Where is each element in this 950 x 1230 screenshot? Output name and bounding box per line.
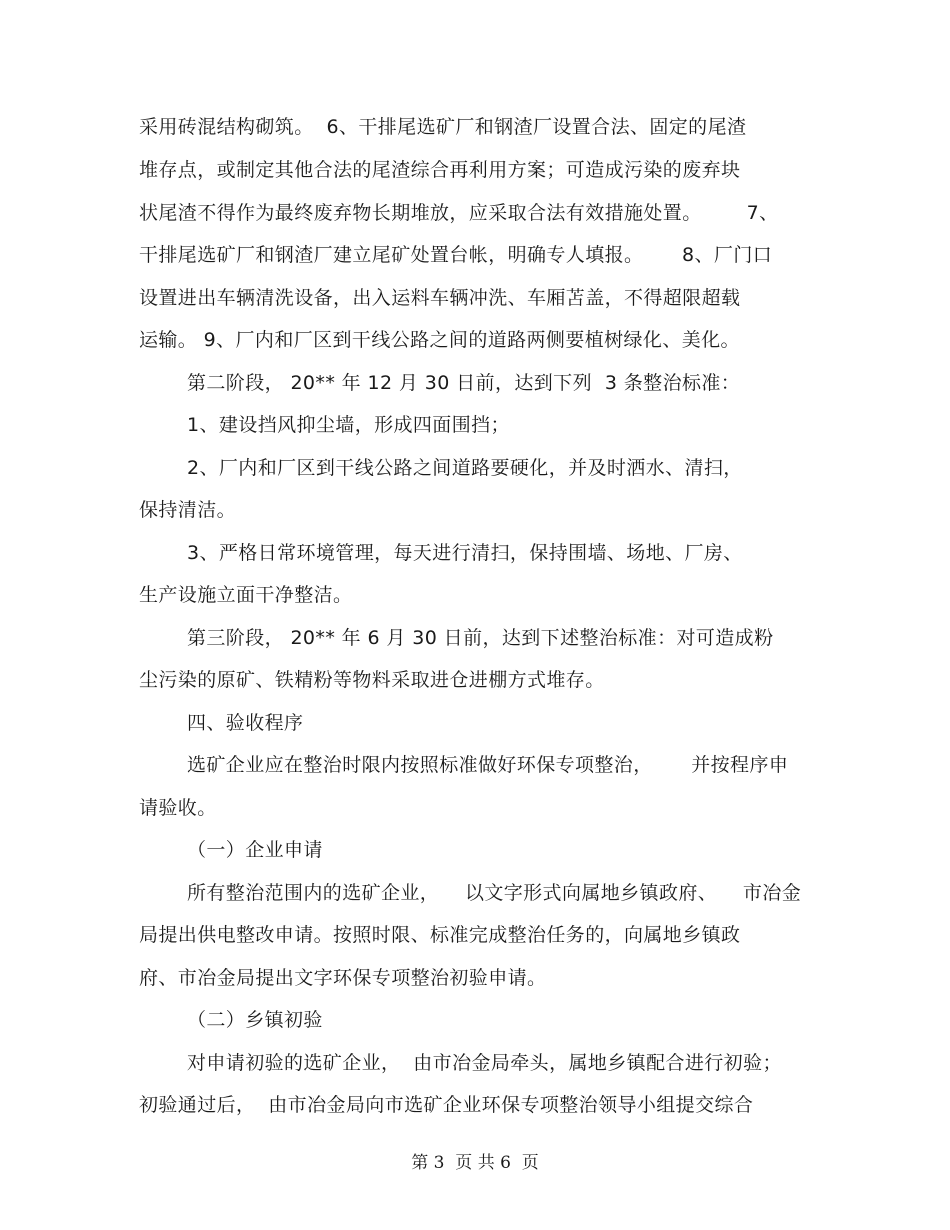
- page-number-footer: 第 3 页 共 6 页: [411, 1153, 539, 1173]
- paragraph-line: 局提出供电整改申请。按照时限、标准完成整治任务的，向属地乡镇政: [139, 924, 741, 946]
- paragraph-line: 选矿企业应在整治时限内按照标准做好环保专项整治， 并按程序申: [187, 754, 789, 776]
- paragraph-line: 府、市冶金局提出文字环保专项整治初验申请。: [139, 967, 547, 989]
- paragraph-line: 初验通过后， 由市冶金局向市选矿企业环保专项整治领导小组提交综合: [139, 1094, 754, 1116]
- paragraph-line: 保持清洁。: [139, 499, 237, 521]
- paragraph-line: 状尾渣不得作为最终废弃物长期堆放，应采取合法有效措施处置。 7、: [139, 202, 779, 224]
- section-heading: 四、验收程序: [187, 712, 304, 734]
- paragraph-line: 第三阶段， 20** 年 6 月 30 日前，达到下述整治标准：对可造成粉: [187, 627, 774, 649]
- paragraph-line: 生产设施立面干净整洁。: [139, 584, 353, 606]
- paragraph-line: 采用砖混结构砌筑。 6、干排尾选矿厂和钢渣厂设置合法、固定的尾渣: [139, 116, 747, 138]
- subsection-heading: （一）企业申请: [187, 839, 323, 861]
- list-item: 3、严格日常环境管理，每天进行清扫，保持围墙、场地、厂房、: [187, 542, 743, 564]
- paragraph-line: 对申请初验的选矿企业， 由市冶金局牵头，属地乡镇配合进行初验；: [187, 1052, 782, 1074]
- paragraph-line: 运输。 9、厂内和厂区到干线公路之间的道路两侧要植树绿化、美化。: [139, 329, 740, 351]
- paragraph-line: 干排尾选矿厂和钢渣厂建立尾矿处置台帐，明确专人填报。 8、厂门口: [139, 244, 773, 266]
- list-item: 1、建设挡风抑尘墙，形成四面围挡；: [187, 414, 510, 436]
- paragraph-line: 尘污染的原矿、铁精粉等物料采取进仓进棚方式堆存。: [139, 669, 605, 691]
- paragraph-line: 第二阶段， 20** 年 12 月 30 日前，达到下列 3 条整治标准：: [187, 372, 741, 394]
- paragraph-line: 堆存点，或制定其他合法的尾渣综合再利用方案；可造成污染的废弃块: [139, 159, 741, 181]
- paragraph-line: 所有整治范围内的选矿企业， 以文字形式向属地乡镇政府、 市冶金: [187, 882, 802, 904]
- list-item: 2、厂内和厂区到干线公路之间道路要硬化，并及时洒水、清扫，: [187, 457, 743, 479]
- subsection-heading: （二）乡镇初验: [187, 1009, 323, 1031]
- paragraph-line: 请验收。: [139, 797, 217, 819]
- paragraph-line: 设置进出车辆清洗设备，出入运料车辆冲洗、车厢苫盖，不得超限超载: [139, 287, 741, 309]
